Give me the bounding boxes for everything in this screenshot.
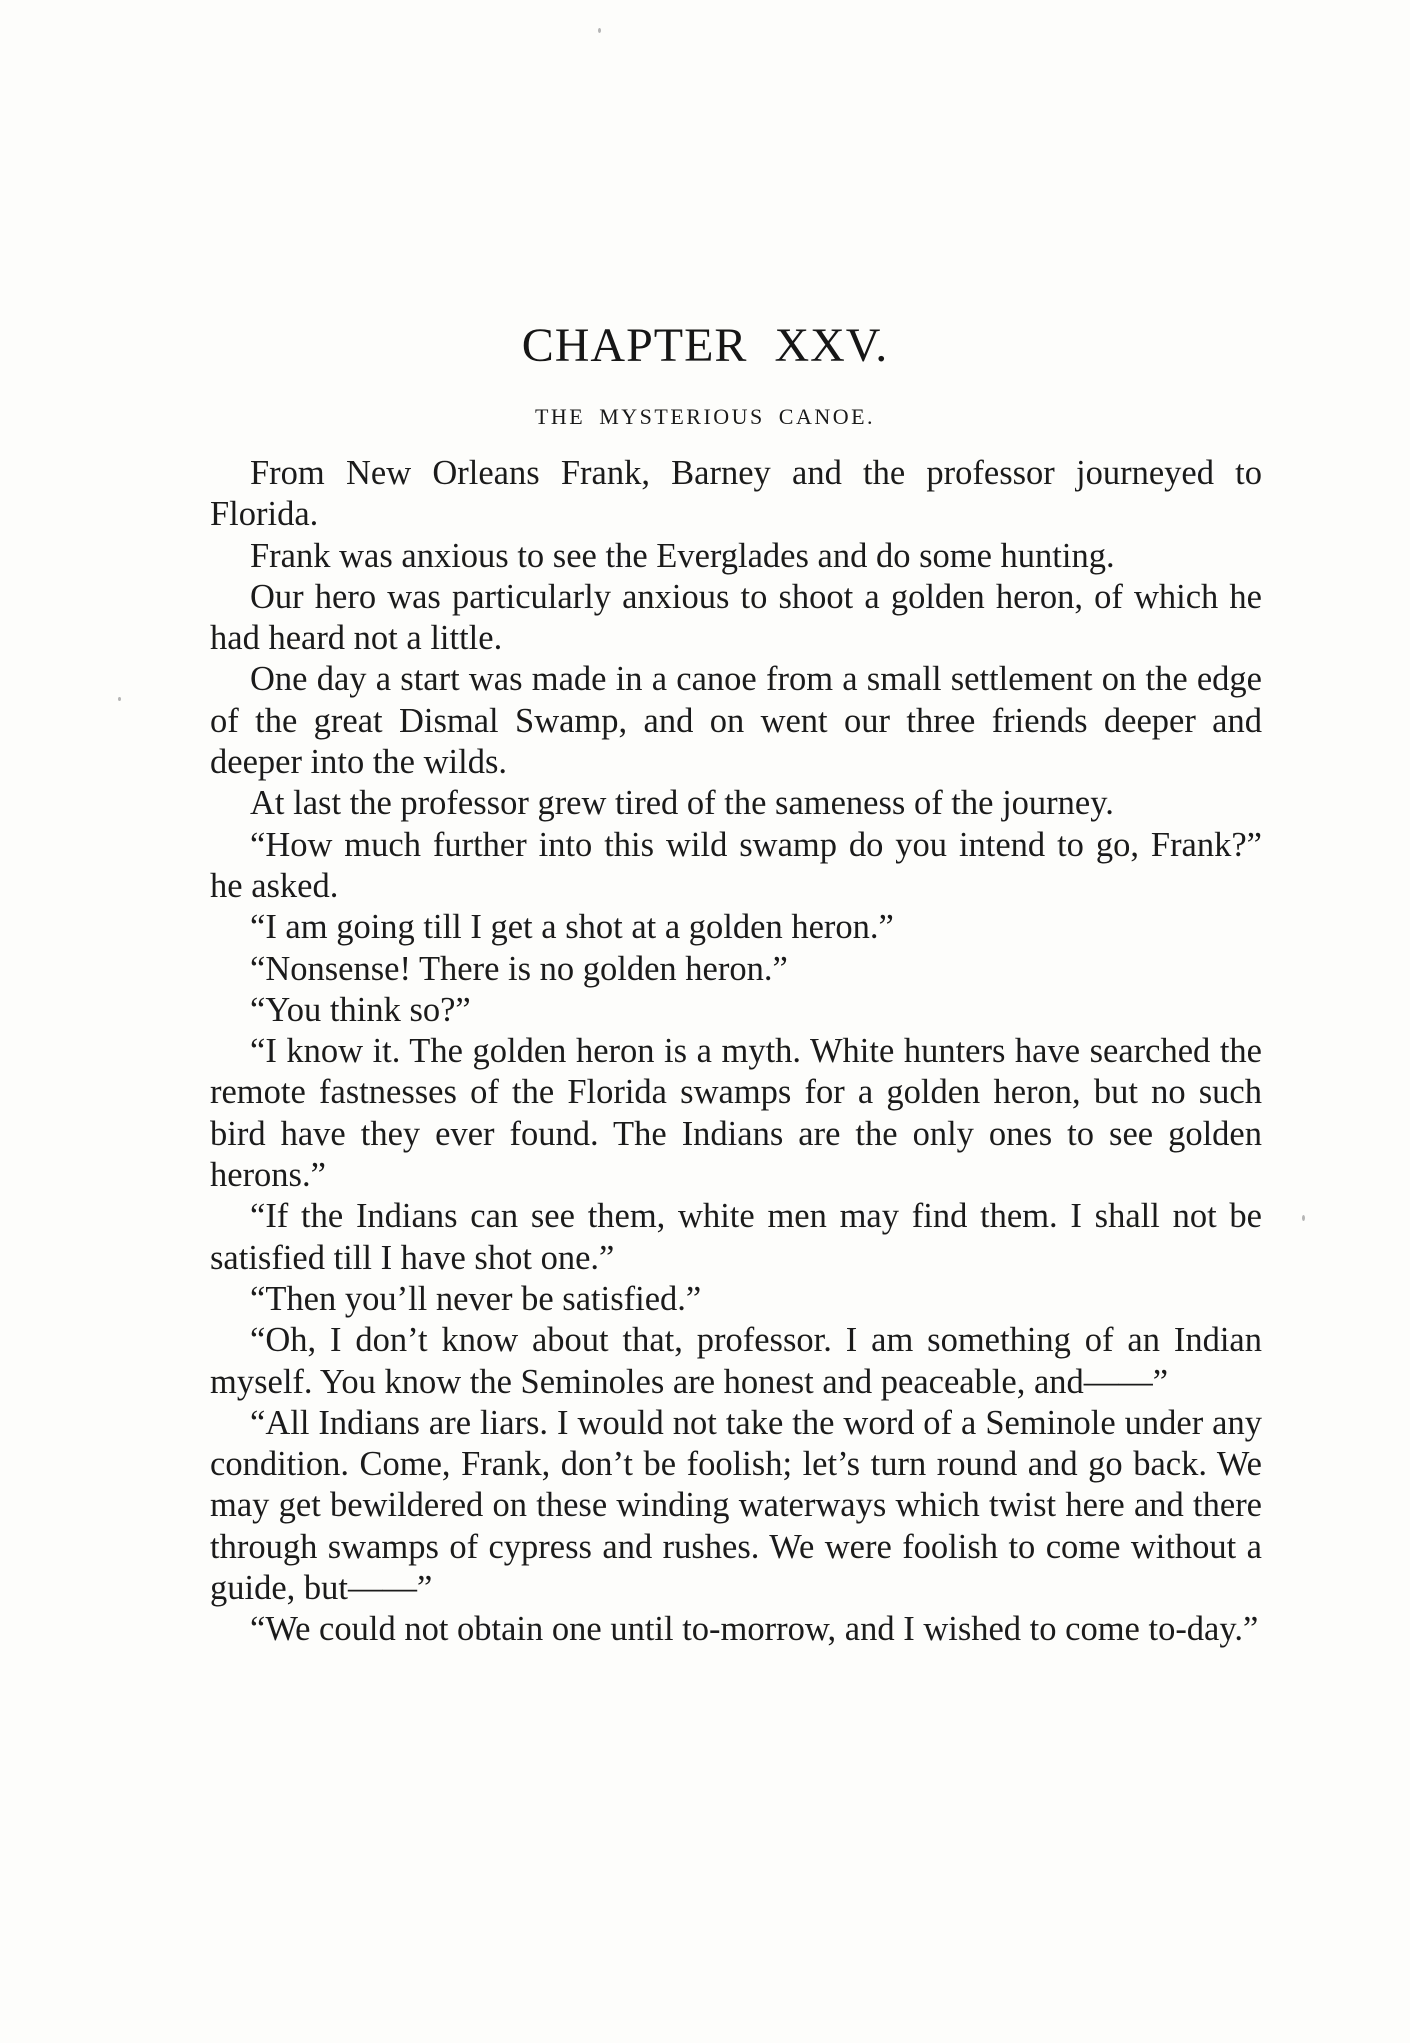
paragraph: “Nonsense! There is no golden heron.” — [250, 949, 788, 988]
paragraph: From New Orleans Frank, Barney and the professor journeyed to Florida. — [210, 454, 1262, 534]
paragraph: One day a start was made in a canoe from a small settlement on the edge of the great Dismal Swamp, and on went our three friends deeper and deeper into the wilds. — [210, 660, 1262, 782]
paper-speck — [118, 697, 121, 701]
paragraph: “I know it. The golden heron is a myth. White hunters have searched the remote fastnesses of the Florida swamps for a golden heron, but no such bird have they ever found. The Indians are the only ones to see golden herons.” — [210, 1032, 1262, 1195]
paragraph: Our hero was particularly anxious to shoot a golden heron, of which he had heard not a little. — [210, 577, 1262, 658]
chapter-title: CHAPTER XXV. — [521, 319, 889, 372]
paragraph: “Then you’ll never be satisfied.” — [250, 1279, 702, 1318]
paragraph: At last the professor grew tired of the sameness of the journey. — [250, 784, 1114, 823]
paragraph: Frank was anxious to see the Everglades and do some hunting. — [250, 536, 1115, 575]
paragraph: “If the Indians can see them, white men may find them. I shall not be satisfied till I have shot one.” — [210, 1197, 1262, 1277]
paragraph: “How much further into this wild swamp do you intend to go, Frank?” he asked. — [210, 825, 1262, 905]
paragraph: “Oh, I don’t know about that, professor. I am something of an Indian myself. You know the Seminoles are honest and peaceable, and——” — [210, 1321, 1262, 1401]
paper-speck — [598, 28, 601, 33]
chapter-subtitle: THE MYSTERIOUS CANOE. — [534, 404, 876, 429]
paragraph: “We could not obtain one until to-morrow, and I wished to come to-day.” — [250, 1610, 1259, 1649]
paragraph: “All Indians are liars. I would not take the word of a Seminole under any condition. Come, Frank, don’t be foolish; let’s turn round and go back. We may get bewildered on these winding waterways which twist here and there through swamps of cypress and rushes. We were foolish to come without a guide, but——” — [210, 1403, 1262, 1608]
paragraph: “You think so?” — [250, 990, 471, 1029]
paper-speck — [1302, 1215, 1305, 1221]
paragraph: “I am going till I get a shot at a golden heron.” — [250, 908, 894, 947]
chapter-body — [210, 453, 1262, 1651]
